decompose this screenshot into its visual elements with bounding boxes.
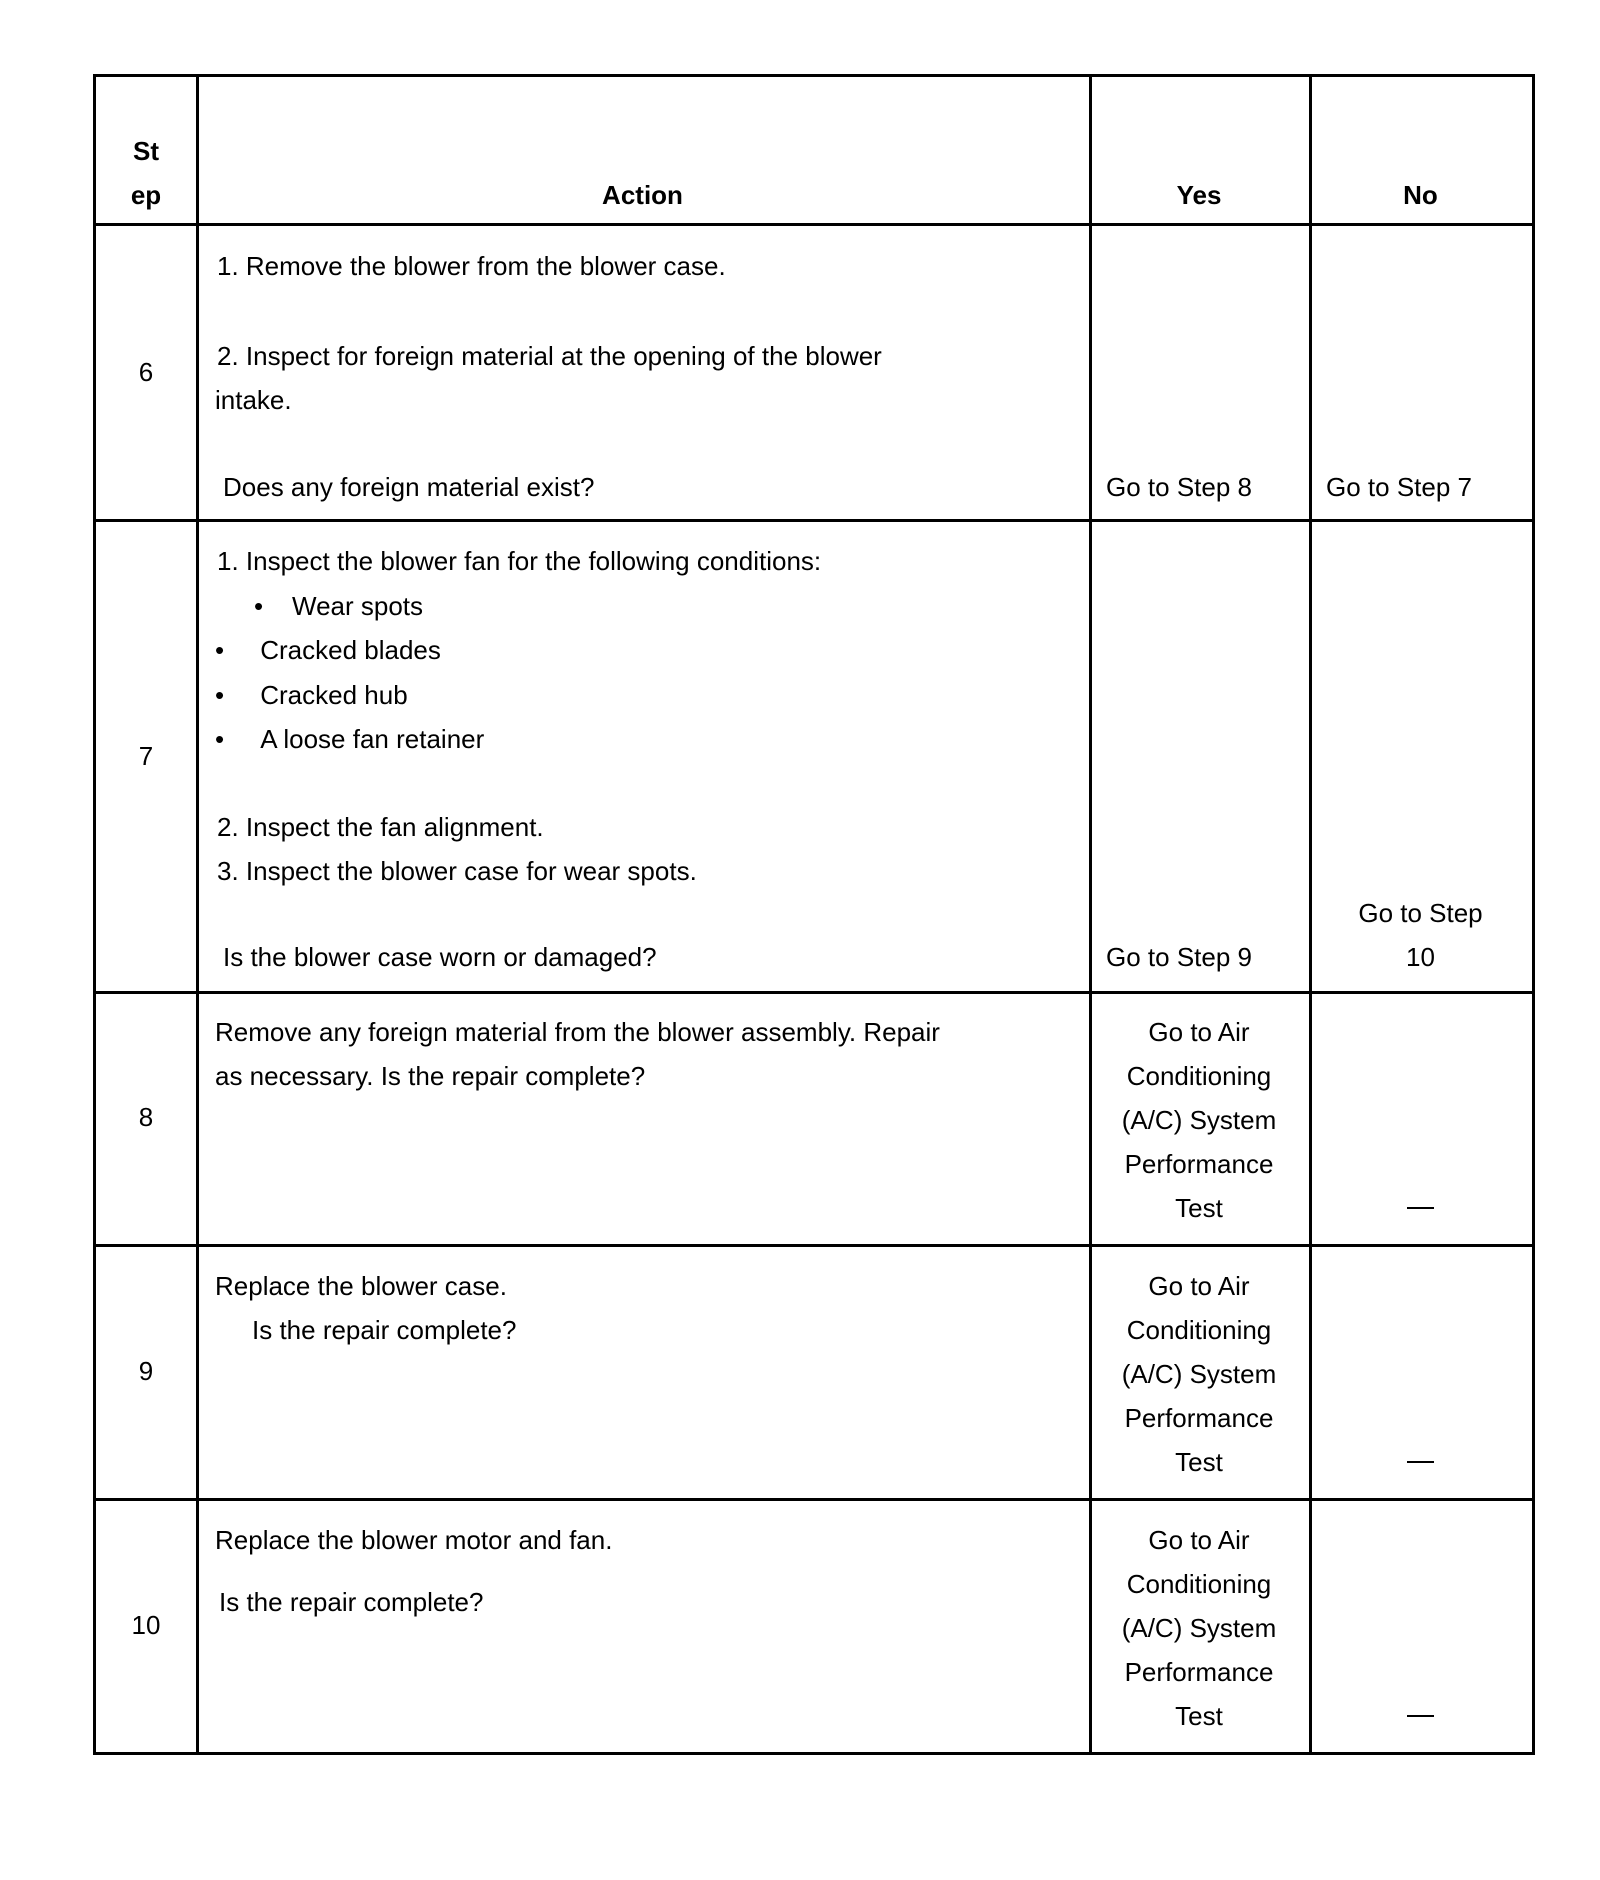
action-question: Does any foreign material exist? — [223, 472, 595, 502]
action-text: 1. Inspect the blower fan for the following conditions: — [217, 546, 822, 576]
header-step: St ep — [130, 136, 162, 210]
yes-result: Go to Air Conditioning (A/C) System Performance Test — [1121, 1525, 1277, 1731]
row-divider — [96, 519, 1532, 522]
action-text: 1. Remove the blower from the blower case. — [217, 251, 726, 281]
action-text: Remove any foreign material from the blower assembly. Repair — [215, 1017, 940, 1047]
action-question: Is the blower case worn or damaged? — [223, 942, 657, 972]
no-result-dash — [1407, 1461, 1434, 1463]
header-no: No — [1403, 180, 1438, 210]
no-result-dash — [1407, 1207, 1434, 1209]
bullet-item: • A loose fan retainer — [215, 724, 485, 754]
action-text: Replace the blower case. — [215, 1271, 507, 1301]
action-text: Is the repair complete? — [219, 1587, 484, 1617]
action-text: 2. Inspect for foreign material at the opening of the blower — [217, 341, 882, 371]
step-number: 10 — [131, 1610, 161, 1640]
header-yes: Yes — [1176, 180, 1222, 210]
bullet-item: • Cracked blades — [215, 635, 441, 665]
column-divider — [1089, 77, 1092, 1752]
action-text: Is the repair complete? — [252, 1315, 517, 1345]
yes-result: Go to Step 9 — [1106, 942, 1252, 972]
bullet-item: • Wear spots — [254, 591, 424, 621]
diagnostic-table — [93, 74, 1535, 1755]
action-text: Replace the blower motor and fan. — [215, 1525, 613, 1555]
step-number: 7 — [138, 741, 154, 771]
header-action: Action — [602, 180, 683, 210]
step-number: 6 — [138, 357, 154, 387]
step-number: 8 — [138, 1102, 154, 1132]
action-text: 2. Inspect the fan alignment. — [217, 812, 544, 842]
bullet-item: • Cracked hub — [215, 680, 408, 710]
no-result-dash — [1407, 1715, 1434, 1717]
action-text: as necessary. Is the repair complete? — [215, 1061, 646, 1091]
column-divider — [196, 77, 199, 1752]
row-divider — [96, 1498, 1532, 1501]
yes-result: Go to Air Conditioning (A/C) System Performance Test — [1121, 1271, 1277, 1477]
action-text: intake. — [215, 385, 292, 415]
yes-result: Go to Air Conditioning (A/C) System Performance Test — [1121, 1017, 1277, 1223]
action-text: 3. Inspect the blower case for wear spots. — [217, 856, 697, 886]
no-result: Go to Step 10 — [1358, 898, 1483, 972]
row-divider — [96, 991, 1532, 994]
no-result: Go to Step 7 — [1326, 472, 1472, 502]
row-divider — [96, 223, 1532, 226]
row-divider — [96, 1244, 1532, 1247]
step-number: 9 — [138, 1356, 154, 1386]
yes-result: Go to Step 8 — [1106, 472, 1252, 502]
